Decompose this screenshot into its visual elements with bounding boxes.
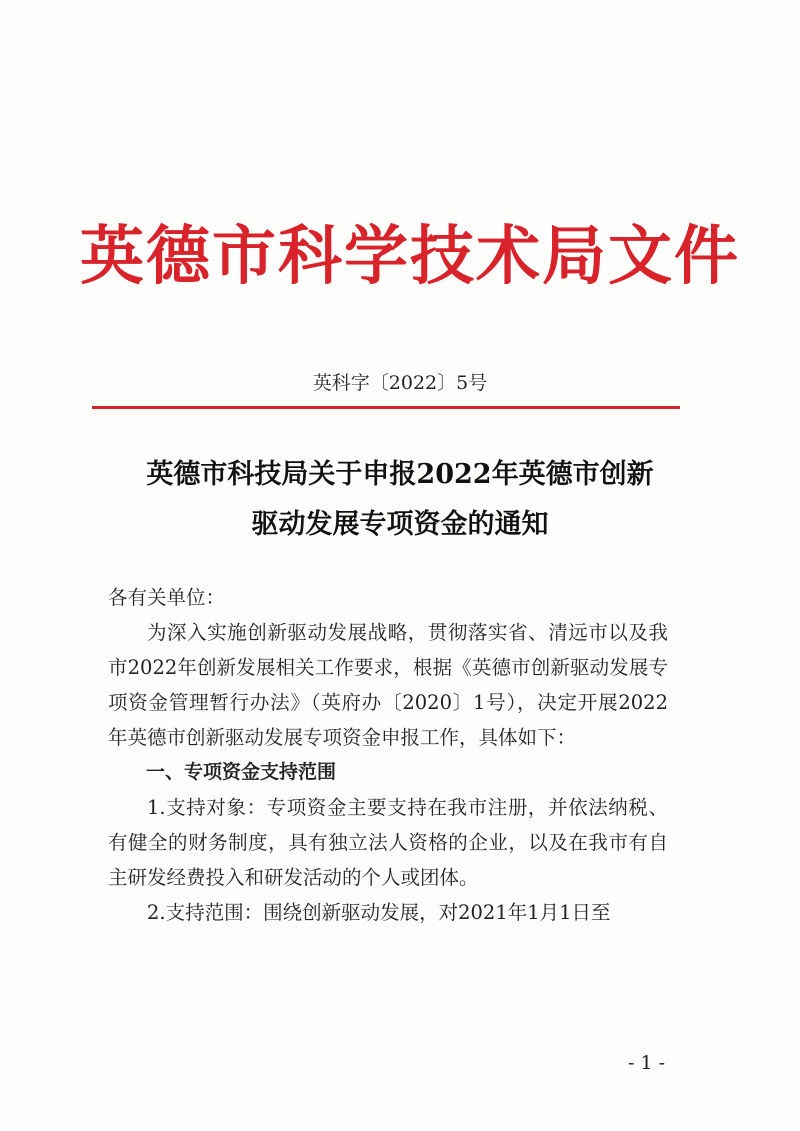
salutation: 各有关单位： bbox=[108, 586, 226, 609]
section-heading-1: 一、专项资金支持范围 bbox=[146, 761, 337, 783]
notice-title-line-2: 驱动发展专项资金的通知 bbox=[251, 509, 549, 540]
issuing-authority-header: 英德市科学技术局文件 bbox=[80, 219, 740, 294]
notice-body bbox=[108, 580, 668, 930]
notice-title bbox=[90, 450, 710, 550]
intro-paragraph: 为深入实施创新驱动发展战略，贯彻落实省、清远市以及我市2022年创新发展相关工作要求，根据《英德市创新驱动发展专项资金管理暂行办法》（英府办〔2020〕1号），决定开展2022年英德市创新驱动发展专项资金申报工作，具体如下： bbox=[108, 621, 668, 749]
notice-title-line-1: 英德市科技局关于申报2022年英德市创新 bbox=[146, 459, 654, 490]
red-separator-line bbox=[92, 406, 680, 409]
paragraph-item-2: 2.支持范围：围绕创新驱动发展，对2021年1月1日至 bbox=[147, 901, 611, 924]
paragraph-item-1: 1.支持对象：专项资金主要支持在我市注册，并依法纳税、有健全的财务制度，具有独立法人资格的企业，以及在我市有自主研发经费投入和研发活动的个人或团体。 bbox=[108, 796, 668, 889]
page-number: - 1 - bbox=[628, 1052, 666, 1074]
document-number: 英科字〔2022〕5号 bbox=[312, 372, 488, 394]
